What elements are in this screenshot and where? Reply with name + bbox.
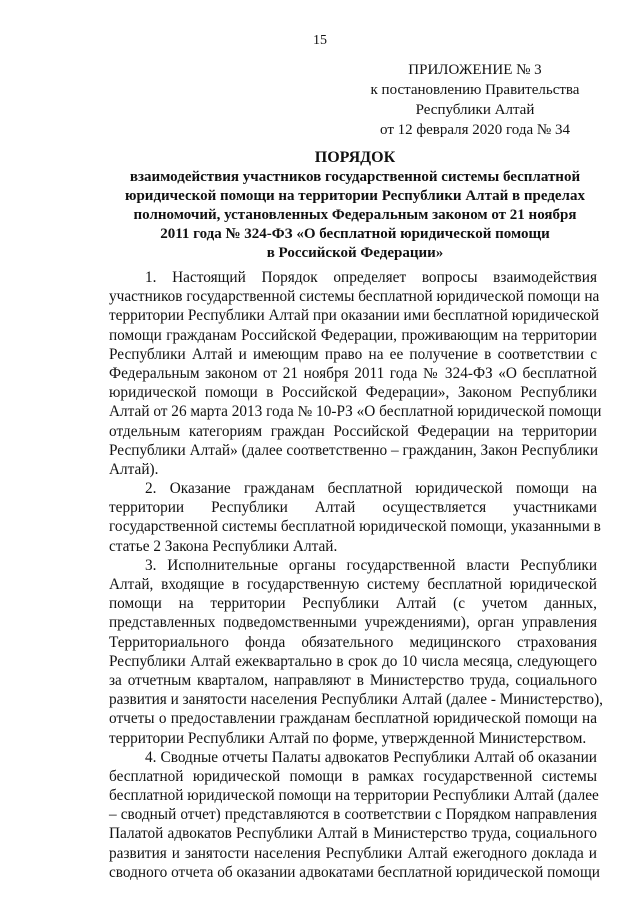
paragraph-line: Республики Алтай ежеквартально в срок до 10 числа месяца, следующего bbox=[109, 652, 597, 670]
paragraph-line: 3. Исполнительные органы государственной власти Республики bbox=[145, 556, 597, 574]
paragraph-line: государственной системы бесплатной юридической помощи, указанными в bbox=[109, 518, 601, 536]
paragraph-line: помощи гражданам Российской Федерации, проживающим на территории bbox=[109, 326, 597, 344]
subtitle-line: взаимодействия участников государственной системы бесплатной bbox=[129, 169, 581, 185]
paragraph-line: помощи на территории Республики Алтай (с учетом данных, bbox=[109, 595, 597, 613]
subtitle-line: 2011 года № 324-ФЗ «О бесплатной юридической помощи bbox=[160, 226, 550, 242]
paragraph-line: отчеты о предоставлении гражданам бесплатной юридической помощи на bbox=[109, 710, 597, 728]
paragraph-line: за отчетным кварталом, направляют в Министерство труда, социального bbox=[109, 671, 597, 689]
appendix-title: ПРИЛОЖЕНИЕ № 3 bbox=[408, 62, 542, 78]
subtitle-line: юридической помощи на территории Республики Алтай в пределах bbox=[125, 188, 585, 204]
appendix-line: к постановлению Правительства bbox=[370, 82, 580, 98]
paragraph-3 bbox=[109, 556, 603, 748]
paragraph-line: сводного отчета об оказании адвокатами бесплатной юридической помощи bbox=[109, 863, 600, 881]
paragraph-line: территории Республики Алтай по форме, утвержденной Министерством. bbox=[109, 729, 587, 747]
paragraph-line: статье 2 Закона Республики Алтай. bbox=[109, 537, 338, 555]
appendix-line: Республики Алтай bbox=[415, 102, 535, 118]
page-number: 15 bbox=[313, 33, 327, 48]
paragraph-line: развития и занятости населения Республики Алтай ежегодного доклада и bbox=[109, 844, 597, 862]
paragraph-line: развития и занятости населения Республики Алтай (далее - Министерство), bbox=[109, 691, 603, 709]
paragraph-line: Алтай). bbox=[109, 460, 159, 478]
paragraph-line: участников государственной системы бесплатной юридической помощи на bbox=[109, 288, 600, 306]
subtitle-line: в Российской Федерации» bbox=[266, 245, 444, 261]
paragraph-line: Алтай от 26 марта 2013 года № 10-РЗ «О бесплатной юридической помощи bbox=[109, 403, 602, 421]
paragraph-line: Республики Алтай и имеющим право на ее получение в соответствии с bbox=[109, 345, 597, 363]
paragraph-line: Палатой адвокатов Республики Алтай в Министерство труда, социального bbox=[109, 825, 597, 843]
paragraph-line: – сводный отчет) представляются в соответствии с Порядком направления bbox=[109, 806, 597, 824]
subtitle-line: полномочий, установленных Федеральным законом от 21 ноября bbox=[133, 207, 577, 223]
appendix-date: от 12 февраля 2020 года № 34 bbox=[380, 122, 570, 138]
paragraph-line: Территориального фонда обязательного медицинского страхования bbox=[109, 633, 597, 651]
paragraph-line: территории Республики Алтай при оказании ими бесплатной юридической bbox=[109, 307, 600, 325]
paragraph-line: юридической помощи в Российской Федерации», Законом Республики bbox=[109, 384, 597, 402]
paragraph-2 bbox=[109, 479, 601, 556]
document-title: ПОРЯДОК bbox=[314, 149, 396, 166]
paragraph-line: бесплатной юридической помощи в рамках государственной системы bbox=[109, 767, 597, 785]
paragraph-line: 1. Настоящий Порядок определяет вопросы взаимодействия bbox=[145, 269, 597, 286]
paragraph-line: отдельным категориям граждан Российской Федерации на территории bbox=[109, 422, 597, 440]
paragraph-line: Алтай, входящие в государственную систему бесплатной юридической bbox=[109, 576, 597, 593]
document-body bbox=[109, 268, 603, 882]
paragraph-line: 4. Сводные отчеты Палаты адвокатов Республики Алтай об оказании bbox=[145, 748, 597, 766]
paragraph-line: бесплатной юридической помощи на территории Республики Алтай (далее bbox=[109, 787, 599, 805]
paragraph-line: представленных подведомственными учреждениями), орган управления bbox=[109, 614, 597, 632]
paragraph-4 bbox=[109, 748, 600, 882]
paragraph-line: территории Республики Алтай осуществляется участниками bbox=[109, 499, 597, 517]
document-subtitle bbox=[95, 168, 615, 263]
appendix-header bbox=[355, 60, 595, 140]
paragraph-line: 2. Оказание гражданам бесплатной юридической помощи на bbox=[145, 480, 597, 498]
paragraph-line: Федеральным законом от 21 ноября 2011 года № 324-ФЗ «О бесплатной bbox=[109, 364, 597, 382]
paragraph-line: Республики Алтай» (далее соответственно – гражданин, Закон Республики bbox=[109, 441, 599, 459]
paragraph-1 bbox=[109, 268, 602, 479]
